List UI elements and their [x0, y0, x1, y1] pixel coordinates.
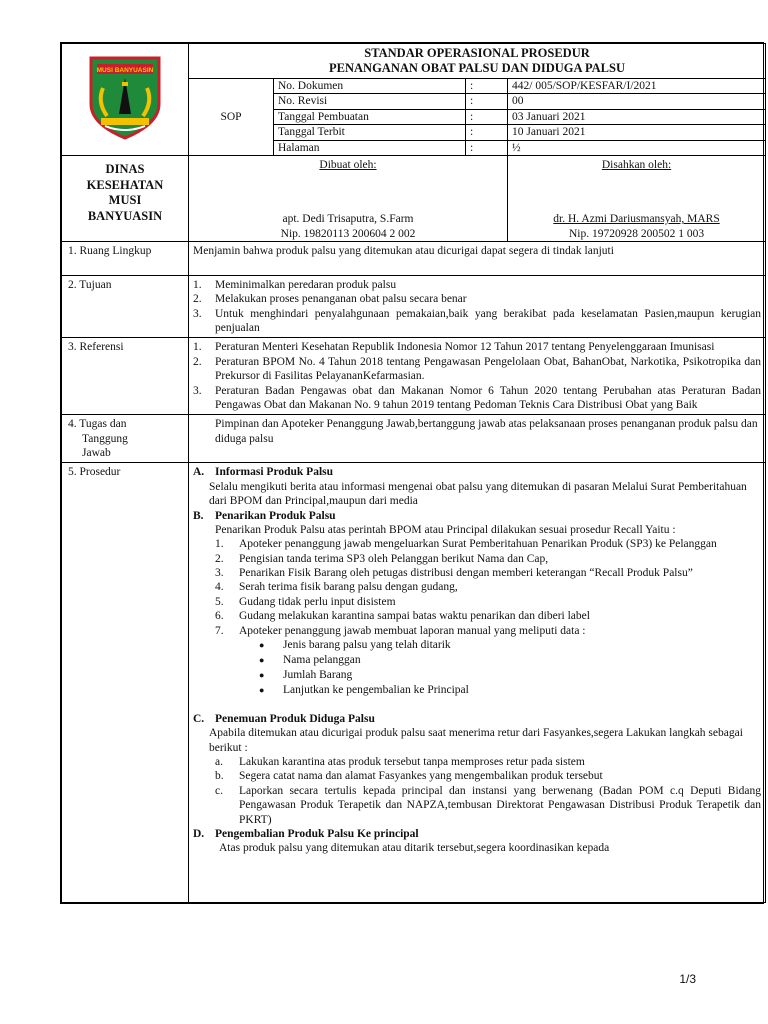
list-item: 5. Gudang tidak perlu input disistem [215, 595, 396, 608]
sop-label: SOP [189, 79, 274, 156]
list-item: c. Laporkan secara tertulis kepada principal dan instansi yang berwenang (Badan POM c.q Deputi Bidang Pengawasan Produk Terapetik dan NAPZA,tembusan Direktorat Pengawasan Distribusi Produk Terapetik dan PKRT) [215, 784, 761, 826]
bullet-icon: ● [259, 654, 265, 665]
scope-text: Menjamin bahwa produk palsu yang ditemukan atau dicurigai dapat segera di tindak lanjuti [189, 241, 766, 275]
purpose-list [189, 275, 766, 338]
list-item: 3. Untuk menghindari penyalahgunaan pemakaian,baik yang berakibat pada keselamatan Pasien,maupun kerugian penjualan [193, 307, 761, 334]
bullet-item: ● Lanjutkan ke pengembalian ke Principal [259, 683, 469, 696]
list-item: 1. Meminimalkan peredaran produk palsu [193, 278, 397, 291]
body-table [61, 241, 766, 904]
approved-by-label: Disahkan oleh: [601, 158, 672, 171]
meta-sep: : [466, 140, 508, 155]
bullet-item: ● Jenis barang palsu yang telah ditarik [259, 638, 451, 651]
section-heading: B. Penarikan Produk Palsu [193, 509, 336, 522]
bullet-icon: ● [259, 639, 265, 650]
section-heading: D. Pengembalian Produk Palsu Ke principal [193, 827, 419, 840]
list-item: 1. Apoteker penanggung jawab mengeluarkan Surat Pemberitahuan Penarikan Produk (SP3) ke Pelanggan [215, 538, 717, 551]
list-item: 6. Gudang melakukan karantina sampai batas waktu penarikan dan diberi label [215, 610, 590, 623]
row-label-responsibility: 4. Tugas dan Tanggung Jawab [62, 415, 189, 463]
meta-sep: : [466, 125, 508, 140]
procedure-content [189, 463, 766, 903]
made-by-label: Dibuat oleh: [319, 158, 377, 171]
organization-name: DINAS KESEHATAN MUSI BANYUASIN [62, 155, 189, 241]
header-table [61, 43, 766, 242]
meta-label: No. Dokumen [274, 79, 466, 94]
meta-sep: : [466, 109, 508, 124]
meta-value: 00 [508, 94, 766, 109]
made-by-name: apt. Dedi Trisaputra, S.Farm [282, 213, 414, 226]
list-item: a. Lakukan karantina atas produk tersebut tanpa memproses retur pada sistem [215, 756, 585, 768]
meta-label: Tanggal Terbit [274, 125, 466, 140]
meta-label: Tanggal Pembuatan [274, 109, 466, 124]
row-label-purpose: 2. Tujuan [62, 275, 189, 338]
list-item: 1. Peraturan Menteri Kesehatan Republik Indonesia Nomor 12 Tahun 2017 tentang Penyelenggaraan Imunisasi [193, 341, 715, 354]
page-number: 1/3 [679, 972, 696, 986]
list-item: 3. Peraturan Badan Pengawas obat dan Makanan Nomor 6 Tahun 2020 tentang Perubahan atas Peraturan Badan Pengawas Obat dan Makanan No. 9 tahun 2019 tentang Pedoman Teknis Cara Distribusi Obat yang Baik [193, 384, 761, 411]
meta-value: 10 Januari 2021 [508, 125, 766, 140]
sop-document [60, 42, 764, 904]
meta-sep: : [466, 79, 508, 94]
section-text: Penarikan Produk Palsu atas perintah BPOM atau Principal dilakukan sesuai prosedur Recall Yaitu : [215, 523, 676, 536]
bullet-item: ● Jumlah Barang [259, 668, 353, 681]
section-text: Atas produk palsu yang ditemukan atau ditarik tersebut,segera koordinasikan kepada [219, 842, 610, 855]
list-item: 3. Penarikan Fisik Barang oleh petugas distribusi dengan memberi keterangan “Recall Produk Palsu” [215, 567, 693, 579]
made-by-nip: Nip. 19820113 200604 2 002 [280, 227, 416, 240]
section-text: Selalu mengikuti berita atau informasi mengenai obat palsu yang ditemukan di pasaran Melalui Surat Pemberitahuan dari BPOM dan Principal,maupun dari media [209, 480, 747, 508]
list-item: 2. Pengisian tanda terima SP3 oleh Pelanggan berikut Nama dan Cap, [215, 552, 549, 565]
document-title: STANDAR OPERASIONAL PROSEDUR PENANGANAN OBAT PALSU DAN DIDUGA PALSU [189, 44, 766, 79]
logo-cell [62, 44, 189, 156]
meta-label: Halaman [274, 140, 466, 155]
meta-value: 03 Januari 2021 [508, 109, 766, 124]
section-heading: C. Penemuan Produk Diduga Palsu [193, 712, 375, 725]
list-item: 7. Apoteker penanggung jawab membuat laporan manual yang meliputi data : [215, 624, 586, 637]
row-label-reference: 3. Referensi [62, 338, 189, 415]
bullet-icon: ● [259, 684, 265, 695]
bullet-item: ● Nama pelanggan [259, 653, 361, 666]
reference-list [189, 338, 766, 415]
made-by-cell [189, 155, 508, 241]
approved-by-cell [508, 155, 766, 241]
approved-by-name: dr. H. Azmi Dariusmansyah, MARS [553, 213, 720, 226]
list-item: 2. Melakukan proses penanganan obat palsu secara benar [193, 293, 467, 306]
regency-logo-icon [85, 54, 165, 140]
svg-text:MUSI BANYUASIN: MUSI BANYUASIN [96, 67, 154, 75]
section-heading: A. Informasi Produk Palsu [193, 466, 334, 479]
meta-value: 442/ 005/SOP/KESFAR/I/2021 [508, 79, 766, 94]
approved-by-nip: Nip. 19720928 200502 1 003 [568, 227, 705, 240]
bullet-icon: ● [259, 669, 265, 680]
meta-sep: : [466, 94, 508, 109]
responsibility-text: Pimpinan dan Apoteker Penanggung Jawab,bertanggung jawab atas pelaksanaan proses penanganan produk palsu dan diduga palsu [189, 415, 766, 463]
list-item: b. Segera catat nama dan alamat Fasyankes yang mengembalikan produk tersebut [215, 770, 603, 783]
meta-value: ½ [508, 140, 766, 155]
row-label-scope: 1. Ruang Lingkup [62, 241, 189, 275]
row-label-procedure: 5. Prosedur [62, 463, 189, 903]
list-item: 2. Peraturan BPOM No. 4 Tahun 2018 tentang Pengawasan Pengelolaan Obat, BahanObat, Narkotika, Psikotropika dan Prekursor di Fasilitas PelayananKefarmasian. [193, 355, 761, 383]
list-item: 4. Serah terima fisik barang palsu dengan gudang, [215, 581, 458, 594]
meta-label: No. Revisi [274, 94, 466, 109]
section-text: Apabila ditemukan atau dicurigai produk palsu saat menerima retur dari Fasyankes,segera Lakukan langkah sebagai berikut : [209, 727, 743, 754]
